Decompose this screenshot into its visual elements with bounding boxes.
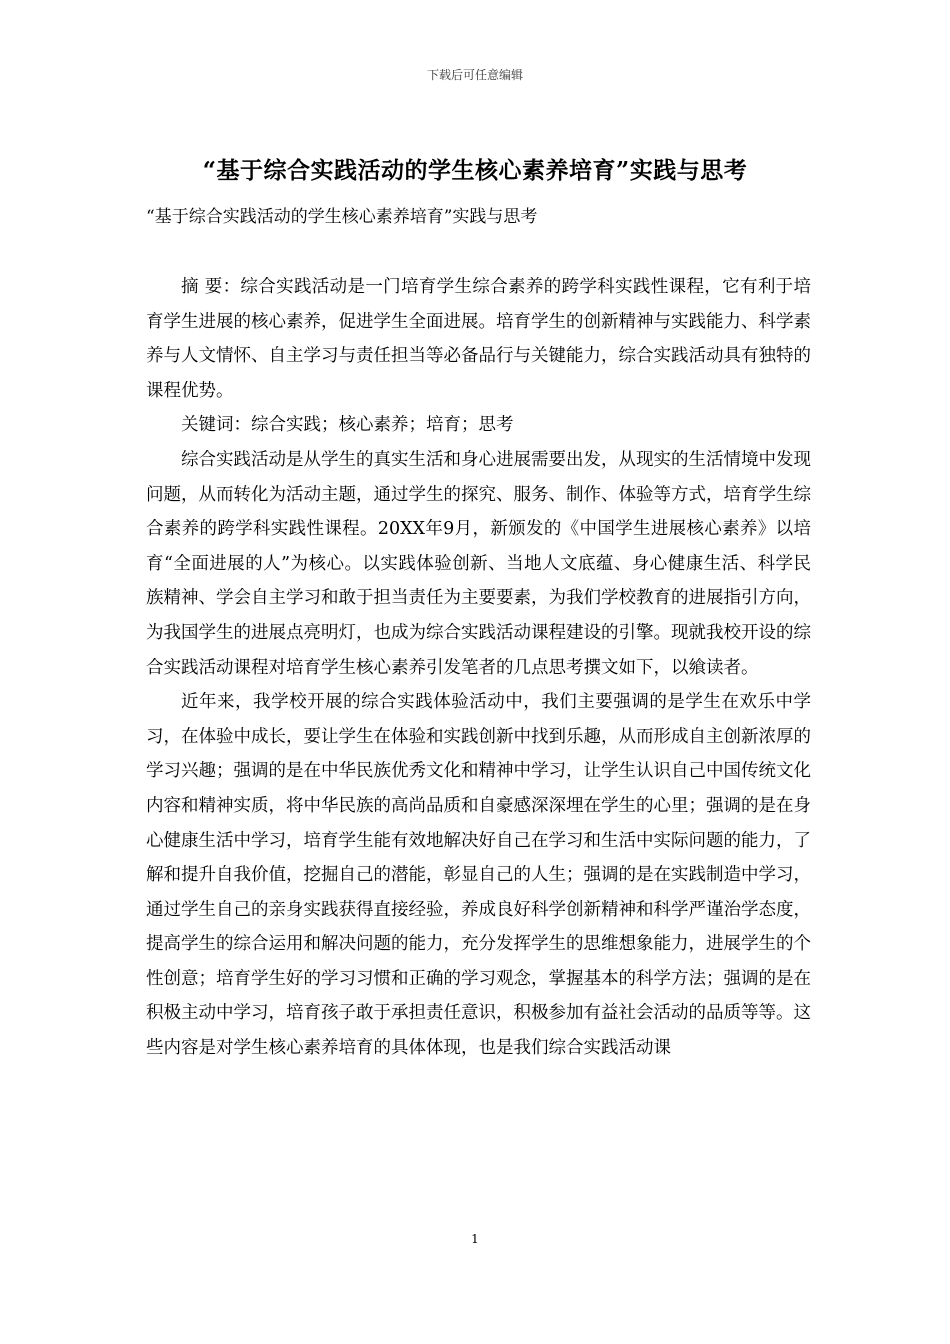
document-body xyxy=(146,270,811,1066)
body-paragraph: 近年来，我学校开展的综合实践体验活动中，我们主要强调的是学生在欢乐中学习，在体验中成长，要让学生在体验和实践创新中找到乐趣，从而形成自主创新浓厚的学习兴趣；强调的是在中华民族优秀文化和精神中学习，让学生认识自己中国传统文化内容和精神实质，将中华民族的高尚品质和自豪感深深埋在学生的心里；强调的是在身心健康生活中学习，培育学生能有效地解决好自己在学习和生活中实际问题的能力，了解和提升自我价值，挖掘自己的潜能，彰显自己的人生；强调的是在实践制造中学习，通过学生自己的亲身实践获得直接经验，养成良好科学创新精神和科学严谨治学态度，提高学生的综合运用和解决问题的能力，充分发挥学生的思维想象能力，进展学生的个性创意；培育学生好的学习习惯和正确的学习观念，掌握基本的科学方法；强调的是在积极主动中学习，培育孩子敢于承担责任意识，积极参加有益社会活动的品质等等。这些内容是对学生核心素养培育的具体体现，也是我们综合实践活动课 xyxy=(146,692,811,1059)
document-title: “基于综合实践活动的学生核心素养培育”实践与思考 xyxy=(202,157,748,184)
document-subtitle: “基于综合实践活动的学生核心素养培育”实践与思考 xyxy=(146,207,538,227)
keywords-paragraph: 关键词：综合实践；核心素养；培育；思考 xyxy=(181,415,514,436)
header-note: 下载后可任意编辑 xyxy=(426,68,523,82)
body-paragraph: 综合实践活动是从学生的真实生活和身心进展需要出发，从现实的生活情境中发现问题，从而转化为活动主题，通过学生的探究、服务、制作、体验等方式，培育学生综合素养的跨学科实践性课程。20XX年9月，新颁发的《中国学生进展核心素养》以培育“全面进展的人”为核心。以实践体验创新、当地人文底蕴、身心健康生活、科学民族精神、学会自主学习和敢于担当责任为主要要素，为我们学校教育的进展指引方向，为我国学生的进展点亮明灯，也成为综合实践活动课程建设的引擎。现就我校开设的综合实践活动课程对培育学生核心素养引发笔者的几点思考撰文如下，以飨读者。 xyxy=(146,449,811,678)
abstract-paragraph: 摘 要：综合实践活动是一门培育学生综合素养的跨学科实践性课程，它有利于培育学生进展的核心素养，促进学生全面进展。培育学生的创新精神与实践能力、科学素养与人文情怀、自主学习与责任担当等必备品行与关键能力，综合实践活动具有独特的课程优势。 xyxy=(146,277,811,401)
page-number: 1 xyxy=(471,1232,479,1246)
